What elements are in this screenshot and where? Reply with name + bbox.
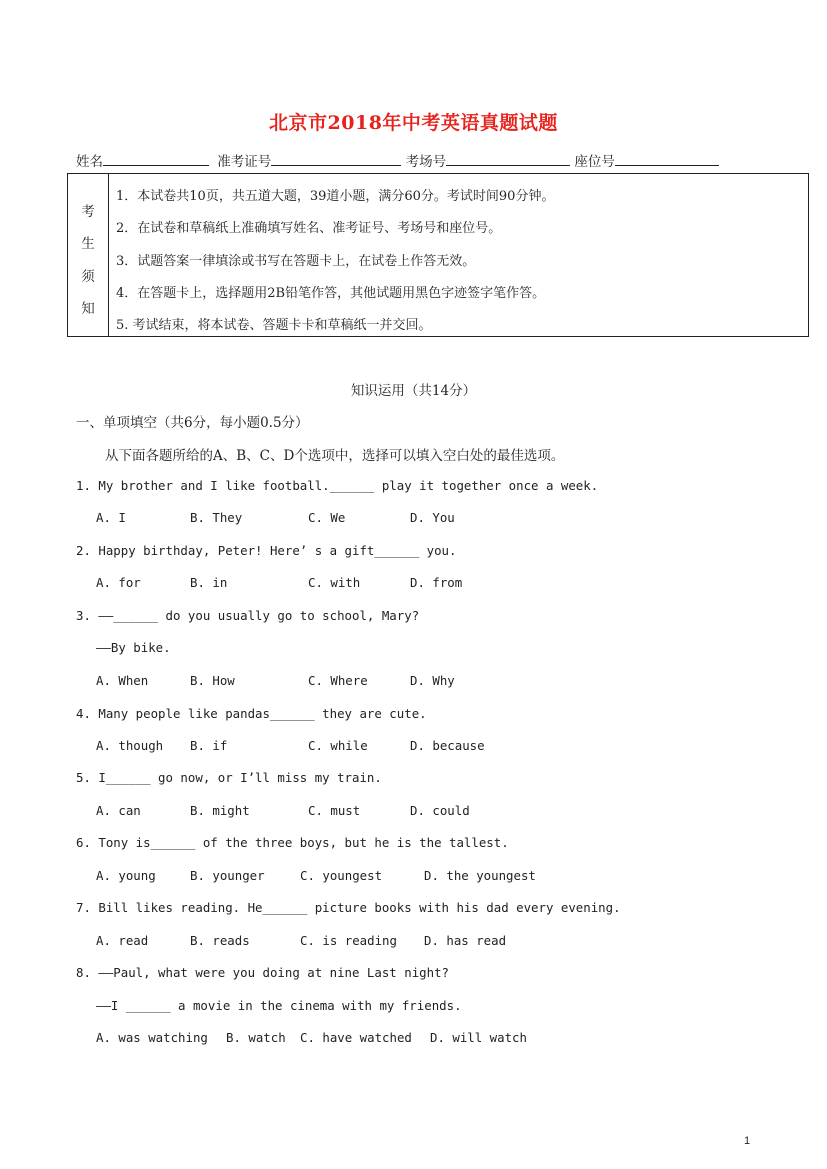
room-label: 考场号 bbox=[405, 154, 447, 170]
name-blank bbox=[103, 151, 209, 166]
exam-title: 北京市2018年中考英语真题试题 bbox=[269, 112, 558, 134]
option-d: D. has read bbox=[424, 933, 507, 948]
name-label: 姓名 bbox=[76, 154, 103, 170]
option-c: C. must bbox=[308, 803, 361, 818]
option-a: A. though bbox=[96, 738, 164, 753]
question-stem: 3. ——______ do you usually go to school, Mary? bbox=[76, 608, 420, 623]
option-b: B. might bbox=[190, 803, 250, 818]
notice-item: 1．本试卷共10页，共五道大题，39道小题，满分60分。考试时间90分钟。 bbox=[116, 189, 555, 204]
option-b: B. younger bbox=[190, 868, 265, 883]
notice-item: 4．在答题卡上，选择题用2B铅笔作答，其他试题用黑色字迹签字笔作答。 bbox=[116, 286, 546, 301]
option-d: D. Why bbox=[410, 673, 455, 688]
option-d: D. the youngest bbox=[424, 868, 536, 883]
part-instruction: 从下面各题所给的A、B、C、D个选项中，选择可以填入空白处的最佳选项。 bbox=[105, 448, 565, 464]
option-c: C. have watched bbox=[300, 1030, 412, 1045]
question-stem: 2. Happy birthday, Peter! Here’ s a gift______ you. bbox=[76, 543, 457, 558]
seat-blank bbox=[615, 151, 719, 166]
exam-id-label: 准考证号 bbox=[217, 154, 272, 170]
room-blank bbox=[446, 151, 570, 166]
notice-item: 2．在试卷和草稿纸上准确填写姓名、准考证号、考场号和座位号。 bbox=[116, 221, 502, 236]
notice-label-char: 须 bbox=[81, 269, 95, 285]
candidate-info-line bbox=[76, 150, 719, 170]
question-stem: 8. ——Paul, what were you doing at nine Last night? bbox=[76, 965, 449, 980]
notice-label-char: 考 bbox=[81, 204, 95, 220]
option-b: B. How bbox=[190, 673, 235, 688]
seat-label: 座位号 bbox=[574, 154, 615, 170]
option-c: C. We bbox=[308, 510, 346, 525]
option-c: C. while bbox=[308, 738, 368, 753]
notice-label-char: 生 bbox=[81, 236, 95, 252]
option-d: D. could bbox=[410, 803, 470, 818]
option-c: C. is reading bbox=[300, 933, 397, 948]
option-b: B. watch bbox=[226, 1030, 286, 1045]
exam-id-blank bbox=[271, 151, 401, 166]
option-b: B. reads bbox=[190, 933, 250, 948]
option-d: D. from bbox=[410, 575, 463, 590]
exam-notice-table bbox=[67, 173, 809, 337]
option-c: C. with bbox=[308, 575, 361, 590]
question-reply: ——I ______ a movie in the cinema with my friends. bbox=[96, 998, 462, 1013]
question-stem: 6. Tony is______ of the three boys, but he is the tallest. bbox=[76, 835, 509, 850]
question-stem: 5. I______ go now, or I’ll miss my train. bbox=[76, 770, 382, 785]
option-d: D. because bbox=[410, 738, 485, 753]
option-b: B. They bbox=[190, 510, 243, 525]
question-stem: 7. Bill likes reading. He______ picture books with his dad every evening. bbox=[76, 900, 621, 915]
option-a: A. for bbox=[96, 575, 141, 590]
question-stem: 1. My brother and I like football.______ play it together once a week. bbox=[76, 478, 599, 493]
option-d: D. You bbox=[410, 510, 455, 525]
notice-label-column bbox=[68, 174, 109, 336]
option-a: A. was watching bbox=[96, 1030, 208, 1045]
option-c: C. youngest bbox=[300, 868, 383, 883]
option-b: B. in bbox=[190, 575, 228, 590]
page-number: 1 bbox=[744, 1135, 751, 1147]
question-stem: 4. Many people like pandas______ they are cute. bbox=[76, 706, 427, 721]
option-a: A. can bbox=[96, 803, 141, 818]
option-d: D. will watch bbox=[430, 1030, 527, 1045]
question-reply: ——By bike. bbox=[96, 640, 171, 655]
option-a: A. When bbox=[96, 673, 149, 688]
section-title: 知识运用（共14分） bbox=[350, 383, 477, 399]
notice-item: 5. 考试结束，将本试卷、答题卡卡和草稿纸一并交回。 bbox=[116, 318, 432, 333]
option-a: A. young bbox=[96, 868, 156, 883]
part-title: 一、单项填空（共6分，每小题0.5分） bbox=[76, 415, 309, 431]
option-a: A. read bbox=[96, 933, 149, 948]
option-b: B. if bbox=[190, 738, 228, 753]
notice-label-char: 知 bbox=[81, 301, 95, 317]
option-c: C. Where bbox=[308, 673, 368, 688]
option-a: A. I bbox=[96, 510, 126, 525]
notice-item: 3．试题答案一律填涂或书写在答题卡上，在试卷上作答无效。 bbox=[116, 254, 476, 269]
